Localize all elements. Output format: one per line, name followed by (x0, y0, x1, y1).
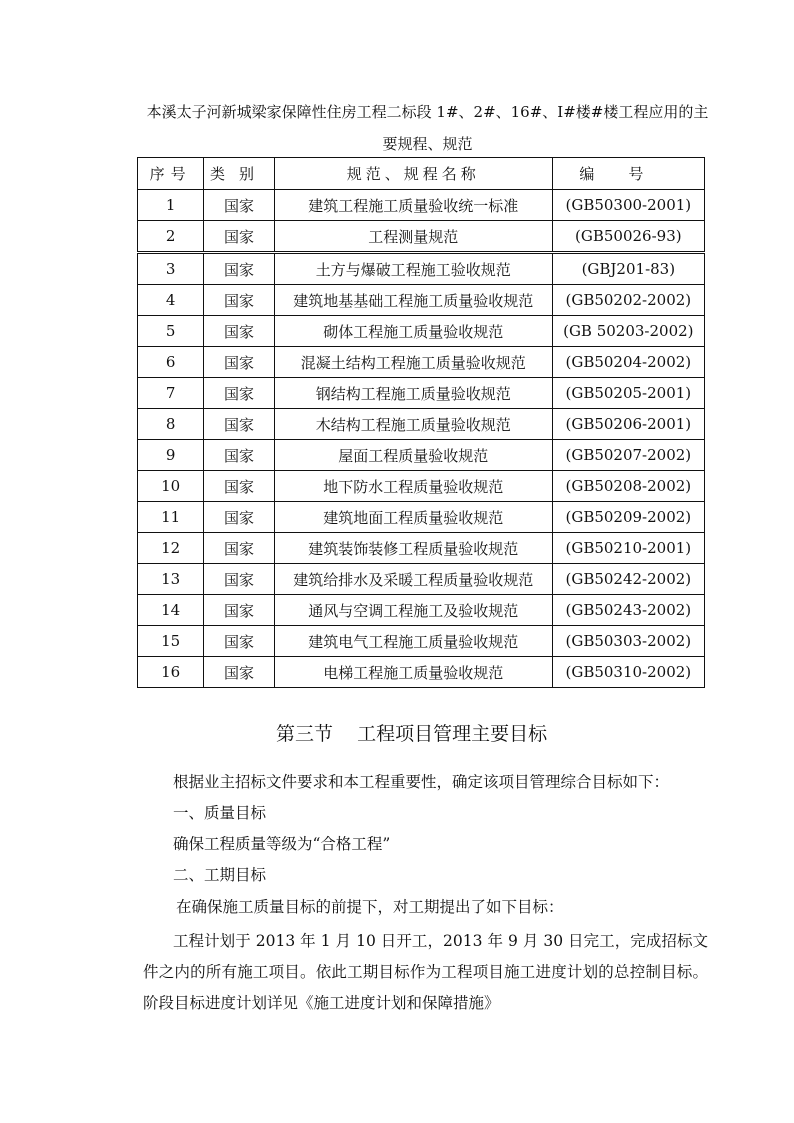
row-no: 13 (138, 564, 204, 595)
quality-heading: 一、质量目标 (173, 804, 267, 822)
row-name: 建筑给排水及采暖工程质量验收规范 (274, 564, 552, 595)
row-name: 混凝土结构工程施工质量验收规范 (274, 347, 552, 378)
row-type: 国家 (204, 471, 275, 502)
row-code: (GB50210-2001) (552, 533, 704, 564)
table-row (138, 533, 705, 564)
row-type: 国家 (204, 440, 275, 471)
row-name: 电梯工程施工质量验收规范 (274, 657, 552, 688)
row-name: 建筑地基基础工程施工质量验收规范 (274, 285, 552, 316)
row-type: 国家 (204, 409, 275, 440)
row-type: 国家 (204, 221, 275, 253)
row-no: 5 (138, 316, 204, 347)
row-code: (GB50303-2002) (552, 626, 704, 657)
table-row (138, 316, 705, 347)
row-code: (GB50209-2002) (552, 502, 704, 533)
row-no: 10 (138, 471, 204, 502)
row-name: 钢结构工程施工质量验收规范 (274, 378, 552, 409)
table-row (138, 595, 705, 626)
row-name: 建筑地面工程质量验收规范 (274, 502, 552, 533)
row-no: 16 (138, 657, 204, 688)
header-type: 类别 (204, 158, 275, 190)
row-type: 国家 (204, 595, 275, 626)
row-name: 土方与爆破工程施工验收规范 (274, 253, 552, 285)
row-name: 建筑装饰装修工程质量验收规范 (274, 533, 552, 564)
row-type: 国家 (204, 285, 275, 316)
row-name: 砌体工程施工质量验收规范 (274, 316, 552, 347)
table-row (138, 221, 705, 253)
row-code: (GB50205-2001) (552, 378, 704, 409)
standards-table (137, 157, 705, 688)
table-row (138, 657, 705, 688)
row-no: 7 (138, 378, 204, 409)
table-row (138, 502, 705, 533)
row-name: 建筑电气工程施工质量验收规范 (274, 626, 552, 657)
row-no: 2 (138, 221, 204, 253)
header-name: 规范、规程名称 (274, 158, 552, 190)
row-code: (GB50026-93) (552, 221, 704, 253)
schedule-intro: 在确保施工质量目标的前提下，对工期提出了如下目标： (176, 898, 564, 916)
schedule-paragraph: 工程计划于 2013 年 1 月 10 日开工，2013 年 9 月 30 日完工，完成招标文件之内的所有施工项目。依此工期目标作为工程项目施工进度计划的总控制目标。阶段目标进度计划详见《施工进度计划和保障措施》 (143, 932, 708, 1012)
row-no: 11 (138, 502, 204, 533)
table-row (138, 253, 705, 285)
row-type: 国家 (204, 626, 275, 657)
row-name: 通风与空调工程施工及验收规范 (274, 595, 552, 626)
row-code: (GB50204-2002) (552, 347, 704, 378)
row-type: 国家 (204, 347, 275, 378)
row-code: (GB 50203-2002) (552, 316, 704, 347)
header-no: 序号 (138, 158, 204, 190)
table-row (138, 626, 705, 657)
row-name: 工程测量规范 (274, 221, 552, 253)
row-code: (GB50207-2002) (552, 440, 704, 471)
row-type: 国家 (204, 502, 275, 533)
table-row (138, 409, 705, 440)
row-code: (GB50202-2002) (552, 285, 704, 316)
row-code: (GB50243-2002) (552, 595, 704, 626)
row-name: 屋面工程质量验收规范 (274, 440, 552, 471)
row-code: (GB50300-2001) (552, 190, 704, 221)
row-name: 地下防水工程质量验收规范 (274, 471, 552, 502)
table-row (138, 471, 705, 502)
table-row (138, 564, 705, 595)
row-no: 14 (138, 595, 204, 626)
row-no: 8 (138, 409, 204, 440)
row-no: 15 (138, 626, 204, 657)
row-no: 3 (138, 253, 204, 285)
quality-text: 确保工程质量等级为“合格工程” (173, 835, 391, 853)
row-type: 国家 (204, 316, 275, 347)
table-body (138, 190, 705, 688)
table-header-row (138, 158, 705, 190)
document-title: 本溪太子河新城梁家保障性住房工程二标段 1#、2#、16#、I#楼#楼工程应用的主要规程、规范 (146, 103, 709, 153)
row-type: 国家 (204, 190, 275, 221)
row-type: 国家 (204, 564, 275, 595)
row-no: 6 (138, 347, 204, 378)
row-no: 12 (138, 533, 204, 564)
row-code: (GB50310-2002) (552, 657, 704, 688)
table-row (138, 190, 705, 221)
row-name: 木结构工程施工质量验收规范 (274, 409, 552, 440)
header-code: 编号 (552, 158, 704, 190)
row-code: (GB50208-2002) (552, 471, 704, 502)
row-type: 国家 (204, 533, 275, 564)
section-heading: 第三节 工程项目管理主要目标 (276, 723, 548, 745)
row-no: 9 (138, 440, 204, 471)
row-name: 建筑工程施工质量验收统一标准 (274, 190, 552, 221)
table-row (138, 285, 705, 316)
row-no: 4 (138, 285, 204, 316)
row-type: 国家 (204, 657, 275, 688)
row-code: (GBJ201-83) (552, 253, 704, 285)
table-row (138, 440, 705, 471)
row-code: (GB50206-2001) (552, 409, 704, 440)
intro-paragraph: 根据业主招标文件要求和本工程重要性，确定该项目管理综合目标如下： (173, 773, 670, 791)
table-row (138, 378, 705, 409)
row-type: 国家 (204, 378, 275, 409)
row-type: 国家 (204, 253, 275, 285)
table-row (138, 347, 705, 378)
schedule-heading: 二、工期目标 (173, 866, 267, 884)
row-no: 1 (138, 190, 204, 221)
row-code: (GB50242-2002) (552, 564, 704, 595)
